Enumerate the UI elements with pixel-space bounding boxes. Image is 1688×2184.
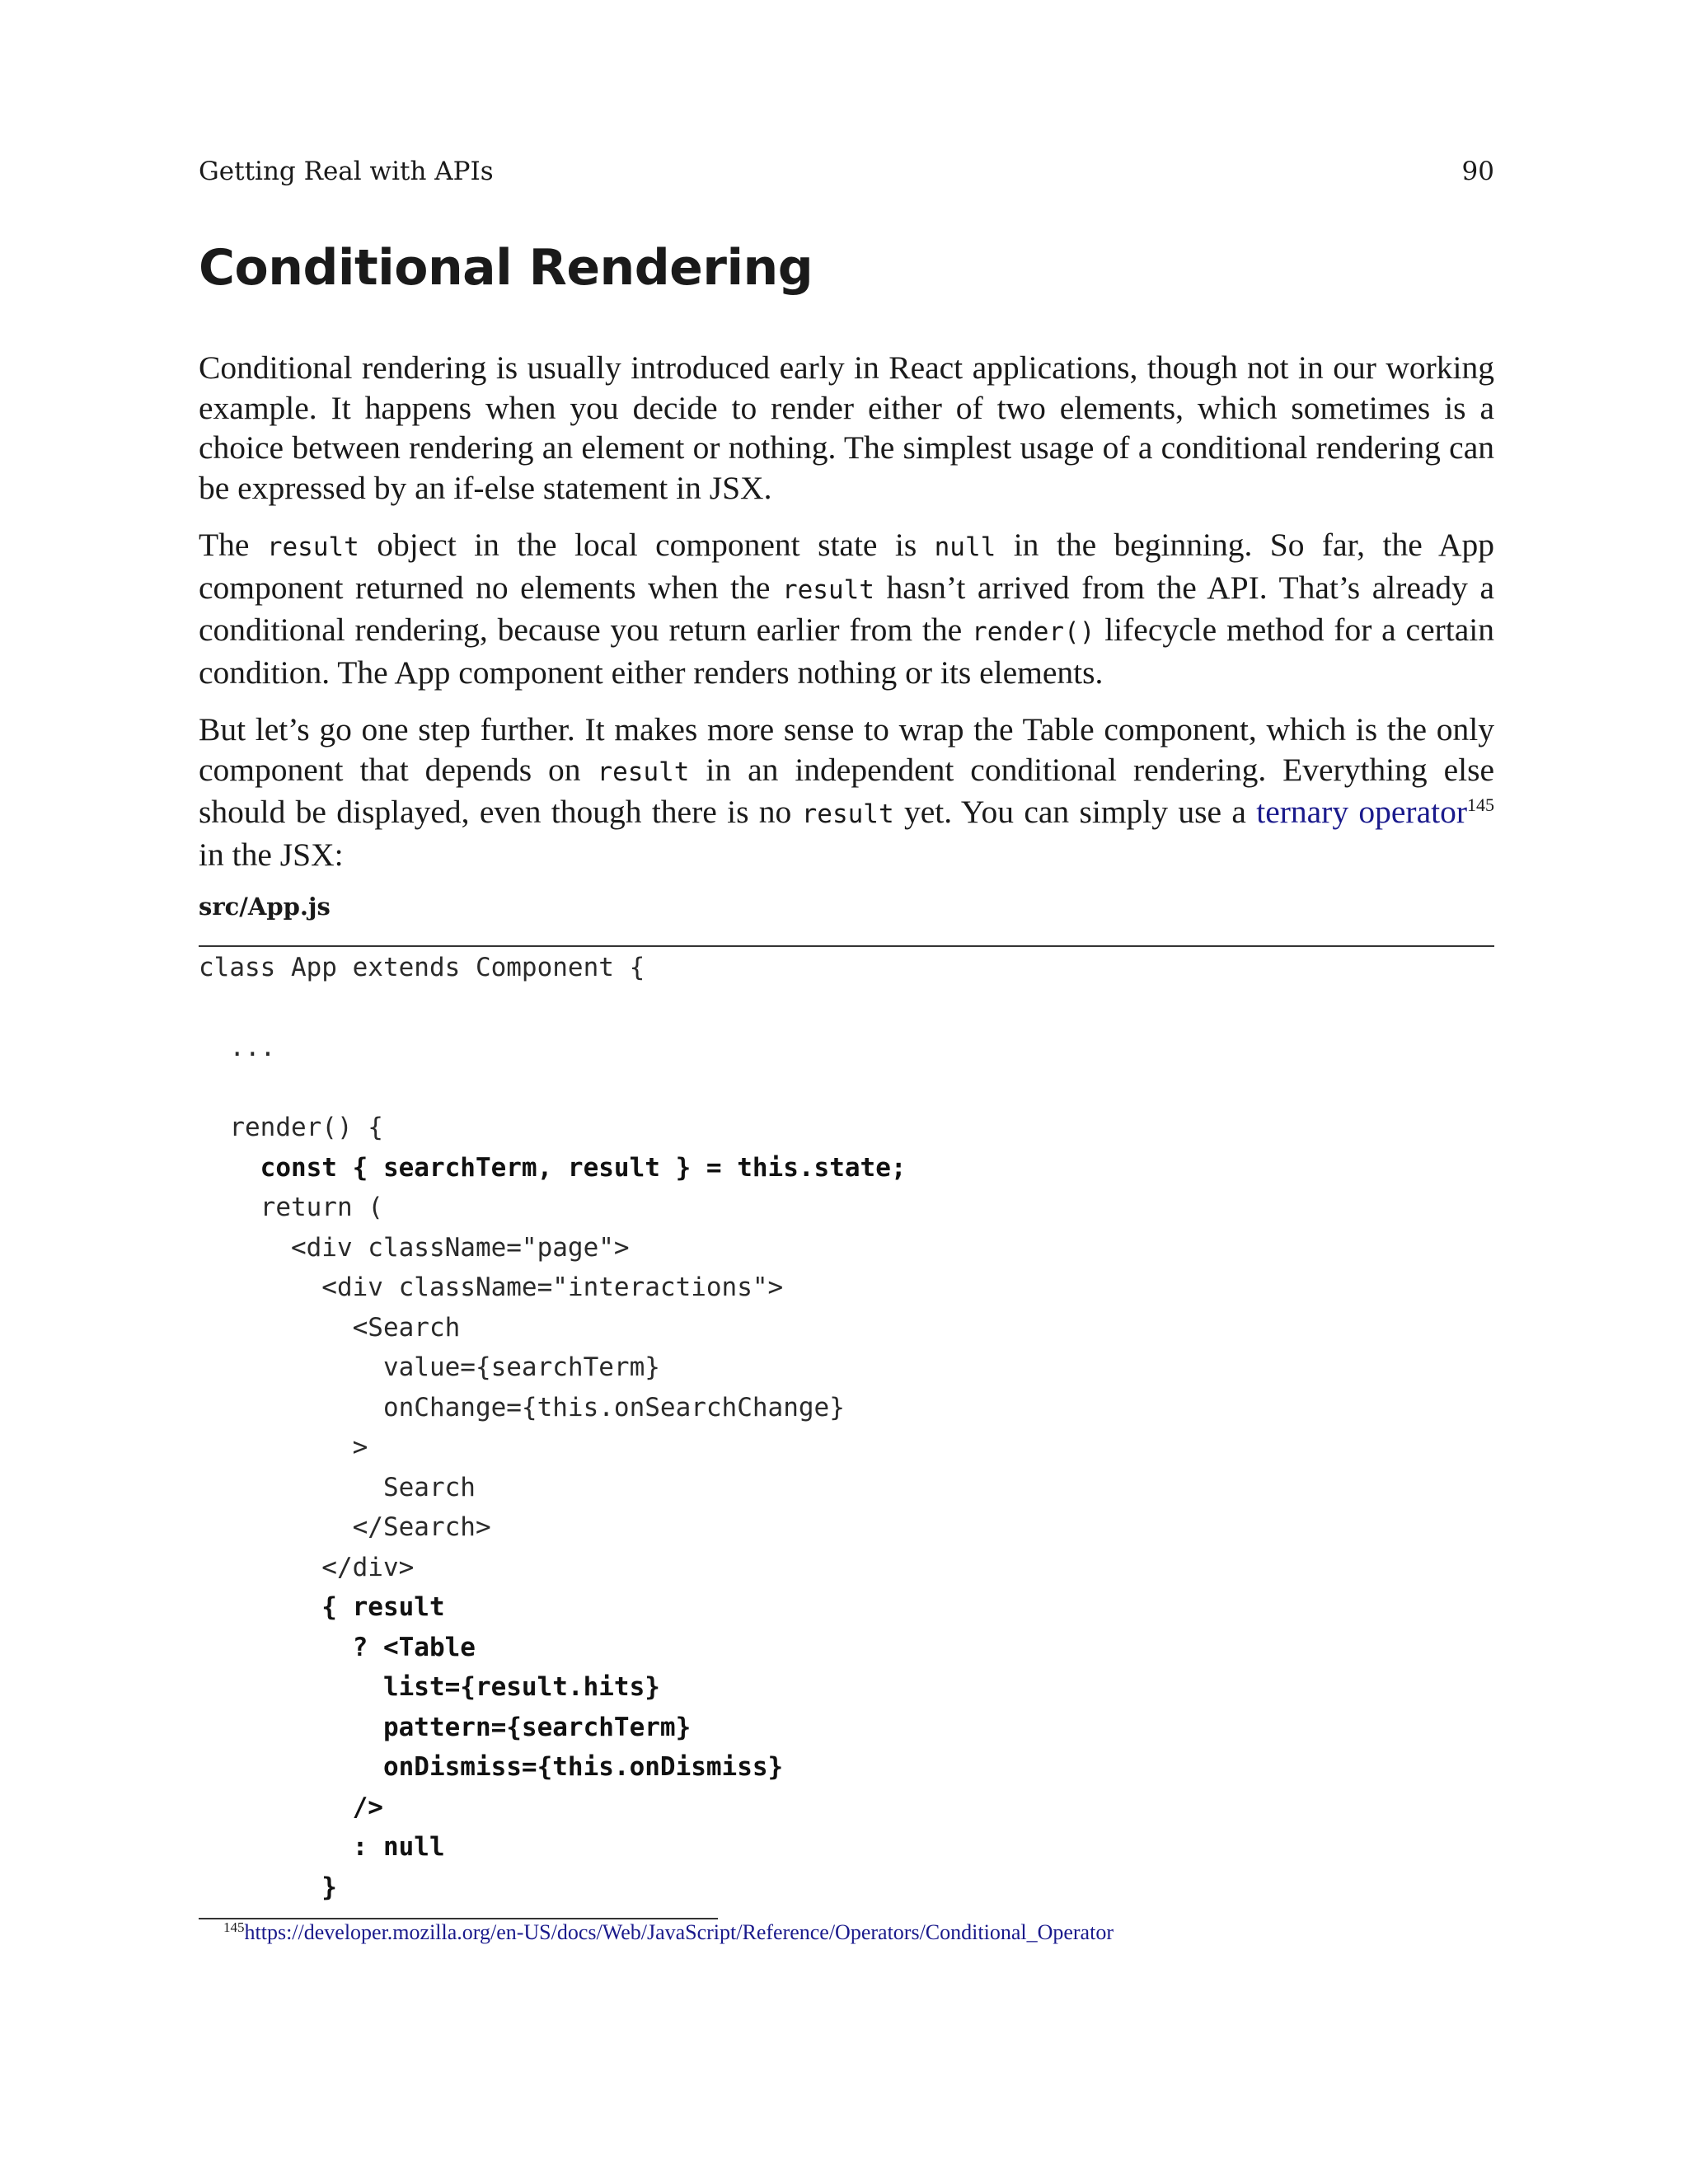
code-line: list={result.hits} (199, 1672, 660, 1702)
footnote-ref: 145 (1467, 794, 1494, 815)
code-line: value={searchTerm} (199, 1352, 660, 1382)
code-line: onDismiss={this.onDismiss} (199, 1752, 784, 1782)
code-line: <Search (199, 1312, 461, 1343)
chapter-title: Getting Real with APIs (199, 157, 494, 186)
code-line: > (199, 1432, 368, 1462)
code-line: ... (199, 1033, 276, 1062)
inline-code: result (781, 574, 874, 605)
section-title: Conditional Rendering (199, 239, 814, 297)
inline-code: result (801, 799, 894, 829)
inline-code: null (934, 532, 996, 562)
code-line: : null (199, 1832, 445, 1862)
page-number: 90 (1461, 157, 1494, 186)
book-page (199, 0, 1494, 2184)
code-line (199, 1068, 907, 1108)
code-caption: src/App.js (199, 893, 331, 921)
paragraph-1: Conditional rendering is usually introduced early in React applications, though not in our working example. It happens when you decide to render either of two elements, which sometimes is a choice between rendering an element or nothing. The simplest usage of a conditional rendering can be expressed by an if-else statement in JSX. (199, 349, 1494, 506)
footnote (223, 1920, 1114, 1945)
inline-code: result (266, 532, 359, 562)
running-header (199, 157, 1494, 193)
text-run: in an independent conditional rendering. Everything else should be displayed, even though there is no (199, 751, 1495, 830)
code-line: { result (199, 1592, 445, 1622)
ternary-operator-link[interactable]: ternary operator (1256, 794, 1467, 830)
code-line: ? <Table (199, 1632, 476, 1662)
text-run: But let’s go one step further. It makes more sense to wrap the Table component, which is the only component that depends on (199, 711, 1494, 788)
code-top-rule (199, 945, 1494, 947)
code-line: </div> (199, 1552, 415, 1582)
code-line: /> (199, 1792, 383, 1822)
code-line: onChange={this.onSearchChange} (199, 1392, 845, 1422)
text-run: lifecycle method for a certain condition. The App component either renders nothing or its elements. (199, 612, 1494, 691)
code-line: } (199, 1872, 337, 1902)
text-run: yet. You can simply use a (893, 794, 1257, 830)
code-block (199, 948, 907, 1907)
code-line: Search (199, 1472, 476, 1502)
text-run: in the JSX: (199, 836, 344, 873)
code-line: </Search> (199, 1512, 491, 1542)
text-run: hasn’t arrived from the API. That’s already a conditional rendering, because you return earlier from the (199, 569, 1494, 648)
paragraph-2 (199, 525, 1494, 692)
body-text (199, 348, 1494, 892)
code-line (199, 988, 907, 1029)
code-line: <div className="page"> (199, 1232, 630, 1263)
code-line: class App extends Component { (199, 953, 645, 982)
text-run: in the beginning. So far, the App component returned no elements when the (199, 527, 1494, 606)
code-line: render() { (199, 1113, 383, 1142)
code-line: <div className="interactions"> (199, 1272, 784, 1302)
footnote-link[interactable]: https://developer.mozilla.org/en-US/docs/Web/JavaScript/Reference/Operators/Conditional_Operator (244, 1920, 1114, 1944)
inline-code: render() (972, 617, 1095, 647)
text-run: object in the local component state is (359, 527, 935, 563)
footnote-number: 145 (223, 1919, 245, 1935)
code-line: const { searchTerm, result } = this.state; (199, 1152, 907, 1183)
paragraph-3 (199, 710, 1494, 874)
footnote-rule (199, 1918, 718, 1919)
text-run: The (199, 527, 267, 563)
code-line: return ( (199, 1193, 383, 1222)
inline-code: result (597, 757, 690, 787)
code-line: pattern={searchTerm} (199, 1712, 692, 1742)
